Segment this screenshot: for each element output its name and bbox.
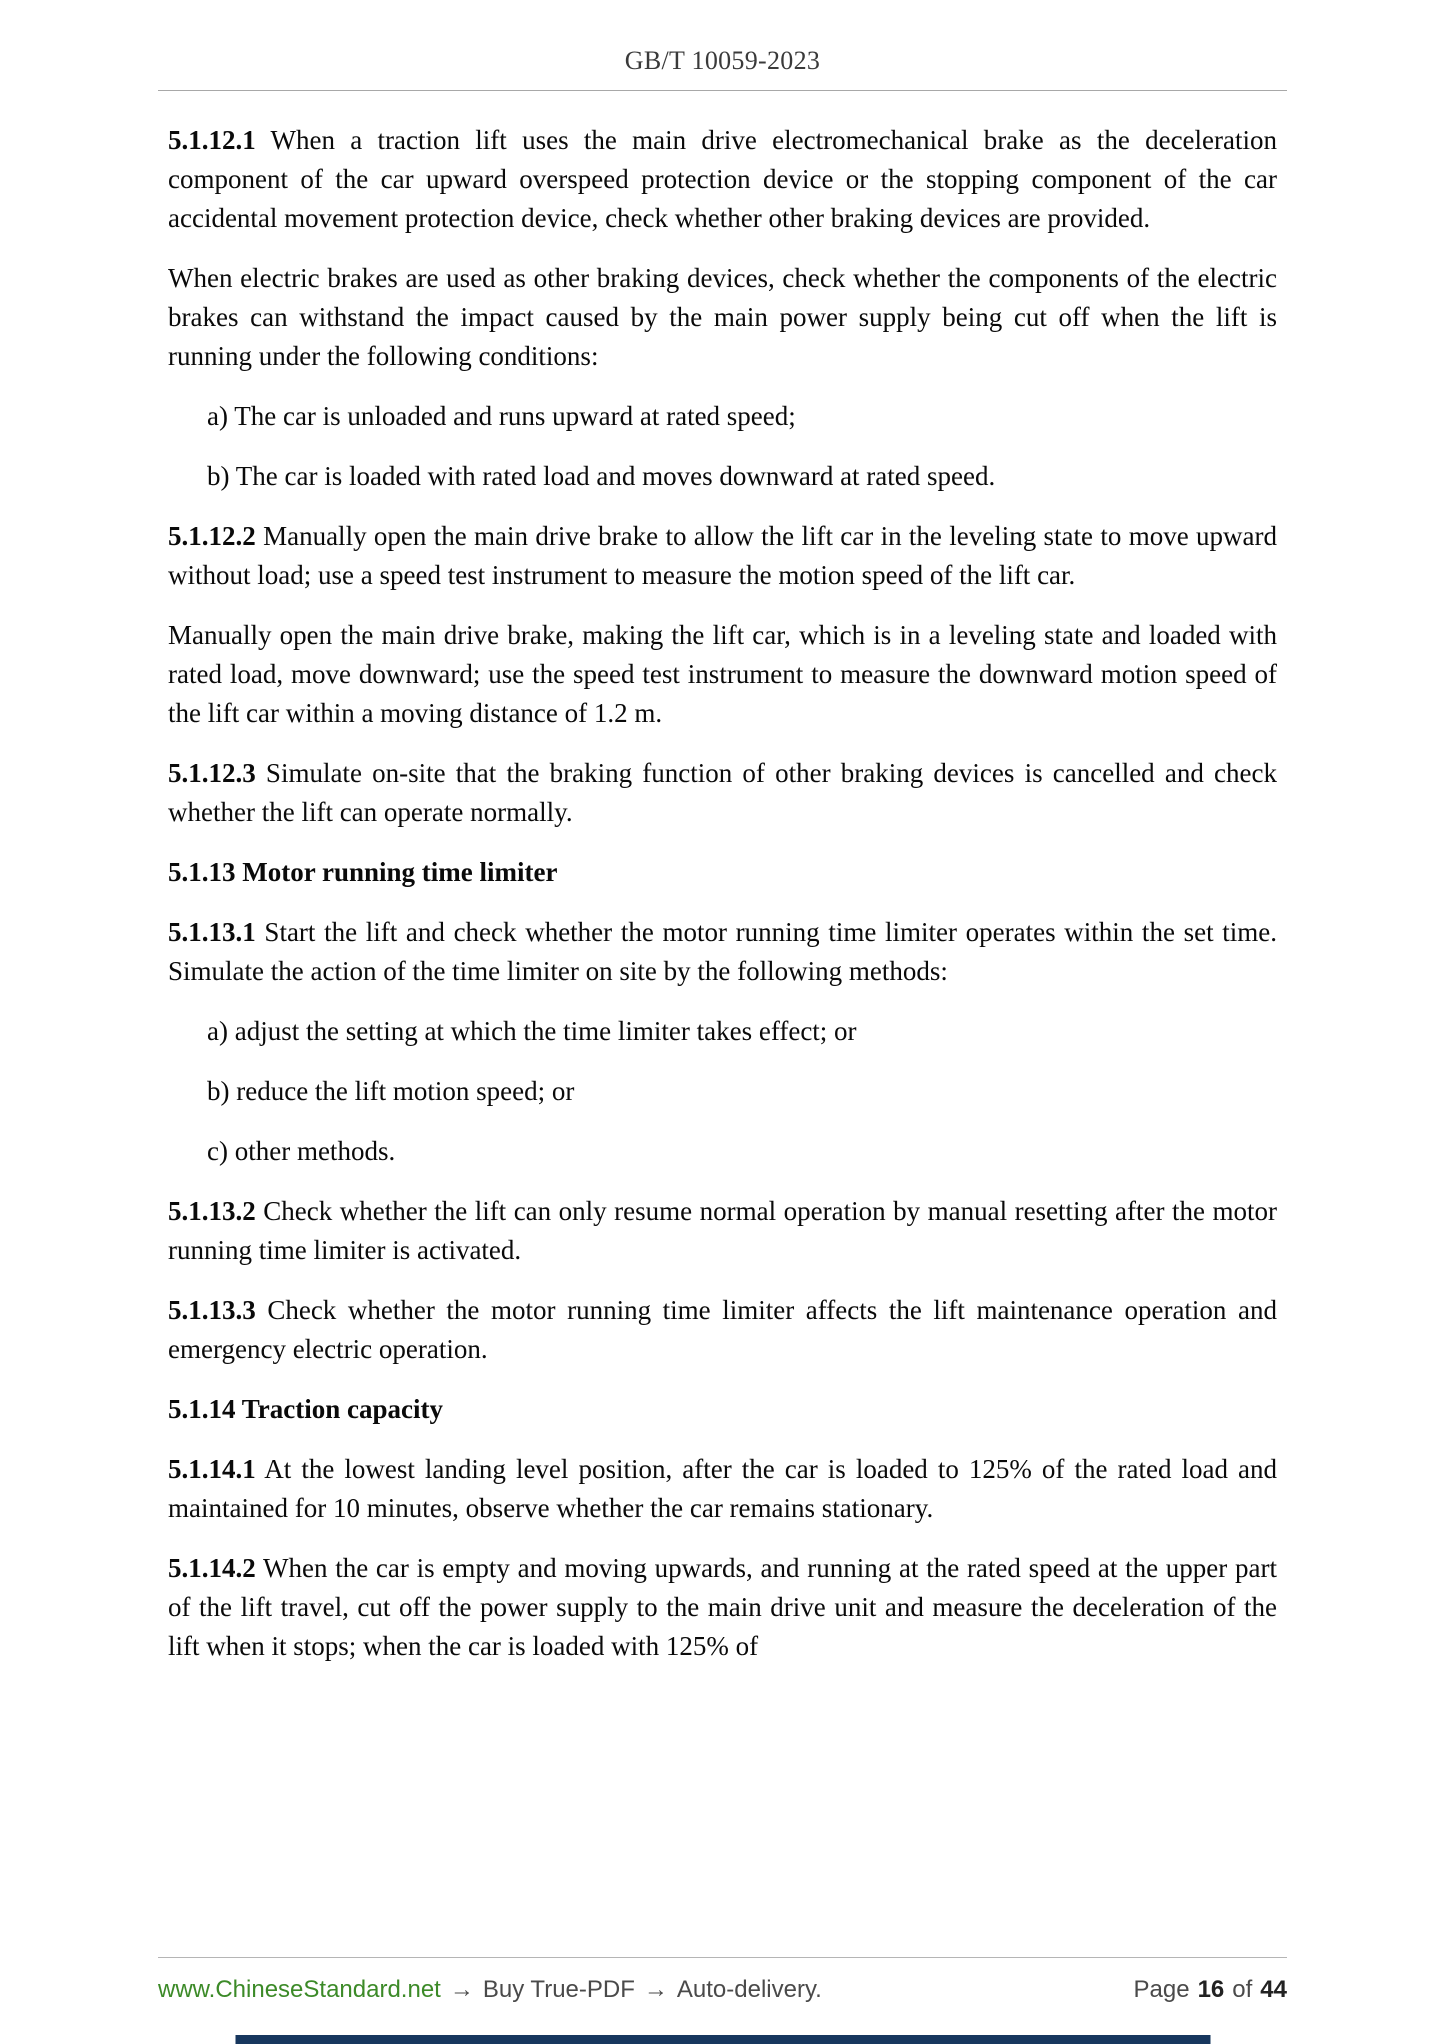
clause-number: 5.1.12.3 (168, 758, 256, 788)
clause-5-1-13-3 (168, 1291, 1277, 1369)
clause-number: 5.1.13.1 (168, 917, 256, 947)
clause-text: When a traction lift uses the main drive electromechanical brake as the deceleration component of the car upward overspeed protection device or the stopping component of the car accidental movement protection device, check whether other braking devices are provided. (168, 125, 1277, 233)
of-label: of (1232, 1976, 1253, 2003)
paragraph-electric-brakes: When electric brakes are used as other braking devices, check whether the components of the electric brakes can withstand the impact caused by the main power supply being cut off when the lift is running under the following conditions: (168, 263, 1277, 371)
clause-5-1-12-3 (168, 754, 1277, 832)
clause-5-1-13-2 (168, 1192, 1277, 1270)
arrow-right-icon: → (643, 1976, 668, 2003)
standard-number-title: GB/T 10059-2023 (624, 46, 821, 75)
clause-text: Check whether the motor running time limiter affects the lift maintenance operation and emergency electric operation. (168, 1295, 1277, 1364)
page-indicator (1134, 1976, 1287, 2004)
section-heading-5-1-13: 5.1.13 Motor running time limiter (168, 857, 558, 887)
document-body (0, 91, 1445, 1666)
list-item-c-other-methods: c) other methods. (207, 1136, 396, 1166)
clause-5-1-12-1 (168, 121, 1277, 238)
clause-text: Simulate on-site that the braking function of other braking devices is cancelled and check whether the lift can operate normally. (168, 758, 1277, 827)
arrow-right-icon: → (449, 1976, 474, 2003)
clause-number: 5.1.12.2 (168, 521, 256, 551)
clause-number: 5.1.12.1 (168, 125, 256, 155)
page-number: 16 (1197, 1976, 1225, 2003)
clause-5-1-12-2 (168, 517, 1277, 595)
page-label: Page (1133, 1976, 1190, 2003)
clause-number: 5.1.14.1 (168, 1454, 256, 1484)
footer-branding (158, 1976, 822, 2004)
footer-delivery-label: Auto-delivery. (676, 1976, 822, 2003)
clause-text: When the car is empty and moving upwards, and running at the rated speed at the upper part of the lift travel, cut off the power supply to the main drive unit and measure the deceleration of the lift when it stops; when the car is loaded with 125% of (168, 1553, 1277, 1661)
footer-divider (158, 1957, 1287, 1958)
footer-site-link[interactable]: www.ChineseStandard.net (158, 1976, 441, 2003)
list-item-b-loaded: b) The car is loaded with rated load and moves downward at rated speed. (207, 461, 996, 491)
page-footer (158, 1957, 1287, 2004)
section-heading-5-1-14: 5.1.14 Traction capacity (168, 1394, 443, 1424)
footer-buy-label: Buy True-PDF (482, 1976, 635, 2003)
clause-text: Start the lift and check whether the motor running time limiter operates within the set time. Simulate the action of the time limiter on site by the following methods: (168, 917, 1277, 986)
clause-text: Check whether the lift can only resume normal operation by manual resetting after the motor running time limiter is activated. (168, 1196, 1277, 1265)
list-item-a-unloaded: a) The car is unloaded and runs upward at rated speed; (207, 401, 796, 431)
clause-5-1-14-1 (168, 1450, 1277, 1528)
clause-5-1-14-2 (168, 1549, 1277, 1666)
paragraph-manually-open-brake: Manually open the main drive brake, making the lift car, which is in a leveling state and loaded with rated load, move downward; use the speed test instrument to measure the downward motion speed of the lift car within a moving distance of 1.2 m. (168, 620, 1277, 728)
footer-row (158, 1976, 1287, 2004)
page-total: 44 (1260, 1976, 1287, 2003)
list-item-a-adjust-setting: a) adjust the setting at which the time limiter takes effect; or (207, 1016, 857, 1046)
list-item-b-reduce-speed: b) reduce the lift motion speed; or (207, 1076, 575, 1106)
clause-5-1-13-1 (168, 913, 1277, 991)
next-page-edge-bar (235, 2035, 1210, 2044)
clause-text: Manually open the main drive brake to allow the lift car in the leveling state to move upward without load; use a speed test instrument to measure the motion speed of the lift car. (168, 521, 1277, 590)
clause-number: 5.1.14.2 (168, 1553, 256, 1583)
clause-number: 5.1.13.3 (168, 1295, 256, 1325)
clause-number: 5.1.13.2 (168, 1196, 256, 1226)
clause-text: At the lowest landing level position, after the car is loaded to 125% of the rated load and maintained for 10 minutes, observe whether the car remains stationary. (168, 1454, 1277, 1523)
page-header (0, 0, 1445, 91)
